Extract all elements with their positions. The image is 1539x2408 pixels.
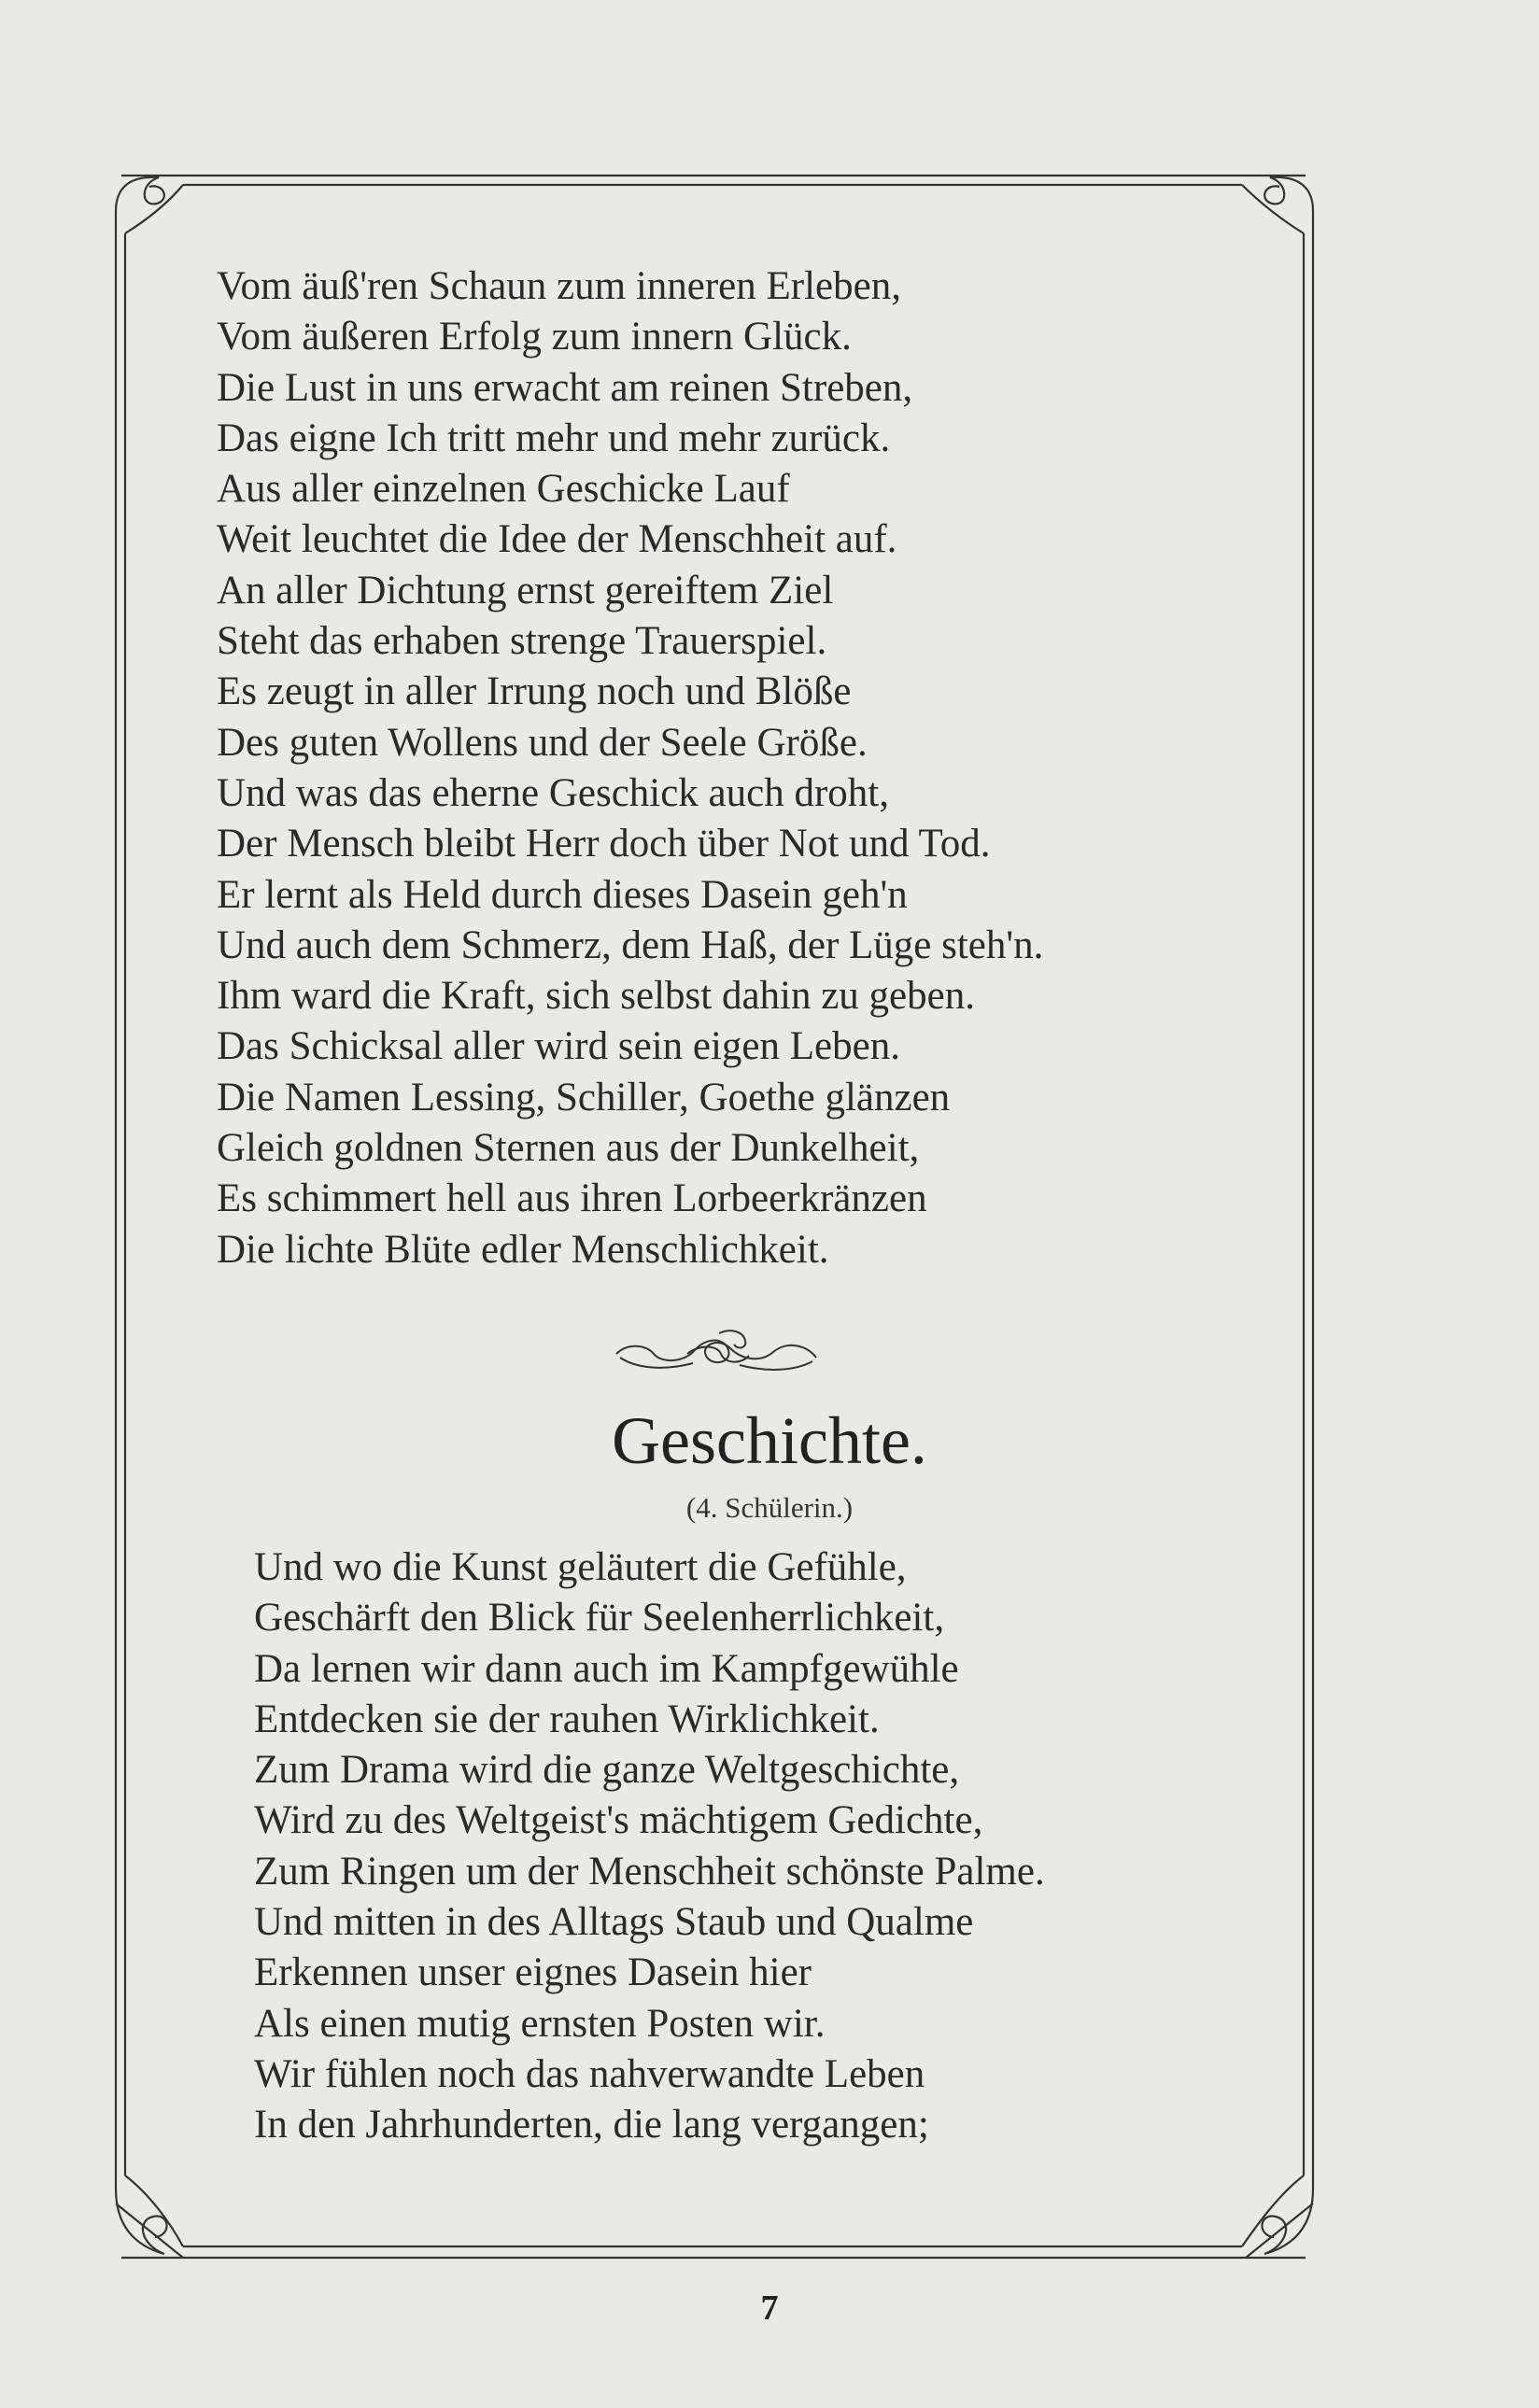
poem-line: Und mitten in des Alltags Staub und Qualme [254,1900,974,1945]
poem-line: An aller Dichtung ernst gereiftem Ziel [217,568,834,613]
poem-line: Die Lust in uns erwacht am reinen Streben, [217,365,913,410]
poem-line: Erkennen unser eignes Dasein hier [254,1950,812,1995]
poem-line: Zum Drama wird die ganze Weltgeschichte, [254,1748,960,1793]
poem-line: Zum Ringen um der Menschheit schönste Palme. [254,1849,1045,1894]
poem-line: Vom äuß'ren Schaun zum inneren Erleben, [217,264,901,308]
page-number: 7 [760,2288,779,2328]
poem-line: Als einen mutig ernsten Posten wir. [254,2001,826,2046]
poem-part-one [217,261,1263,1275]
poem-line: Des guten Wollens und der Seele Größe. [217,720,868,765]
poem-line: Steht das erhaben strenge Trauerspiel. [217,619,827,664]
poem-line: Gleich goldnen Sternen aus der Dunkelheit, [217,1126,920,1171]
poem-line: Wird zu des Weltgeist's mächtigem Gedichte, [254,1798,983,1843]
poem-line: Es zeugt in aller Irrung noch und Blöße [217,669,852,714]
poem-line: Weit leuchtet die Idee der Menschheit auf. [217,517,897,562]
poem-line: Aus aller einzelnen Geschicke Lauf [217,467,790,512]
poem-line: Das Schicksal aller wird sein eigen Leben. [217,1024,900,1069]
poem-line: Die Namen Lessing, Schiller, Goethe glänzen [217,1075,951,1120]
poem-line: Und wo die Kunst geläutert die Gefühle, [254,1545,907,1589]
poem-line: Er lernt als Held durch dieses Dasein geh'n [217,872,908,917]
poem-line: Vom äußeren Erfolg zum innern Glück. [217,315,852,359]
section-subtitle: (4. Schülerin.) [685,1491,854,1524]
poem-line: Da lernen wir dann auch im Kampfgewühle [254,1646,959,1691]
poem-line: Entdecken sie der rauhen Wirklichkeit. [254,1697,880,1741]
poem-line: Wir fühlen noch das nahverwandte Leben [254,2051,925,2096]
section-title: Geschichte. [612,1403,927,1478]
poem-line: Es schimmert hell aus ihren Lorbeerkränzen [217,1176,927,1221]
flourish-ornament-icon [609,1317,824,1382]
poem-line: In den Jahrhunderten, die lang vergangen; [254,2103,929,2147]
poem-part-two [254,1542,1263,2151]
poem-line: Die lichte Blüte edler Menschlichkeit. [217,1227,829,1272]
poem-line: Das eigne Ich tritt mehr und mehr zurück. [217,415,891,460]
poem-line: Geschärft den Blick für Seelenherrlichkeit, [254,1596,945,1641]
poem-line: Und was das eherne Geschick auch droht, [217,770,889,815]
poem-line: Und auch dem Schmerz, dem Haß, der Lüge steh'n. [217,922,1044,967]
poem-line: Ihm ward die Kraft, sich selbst dahin zu geben. [217,974,975,1019]
poem-line: Der Mensch bleibt Herr doch über Not und Tod. [217,822,991,866]
